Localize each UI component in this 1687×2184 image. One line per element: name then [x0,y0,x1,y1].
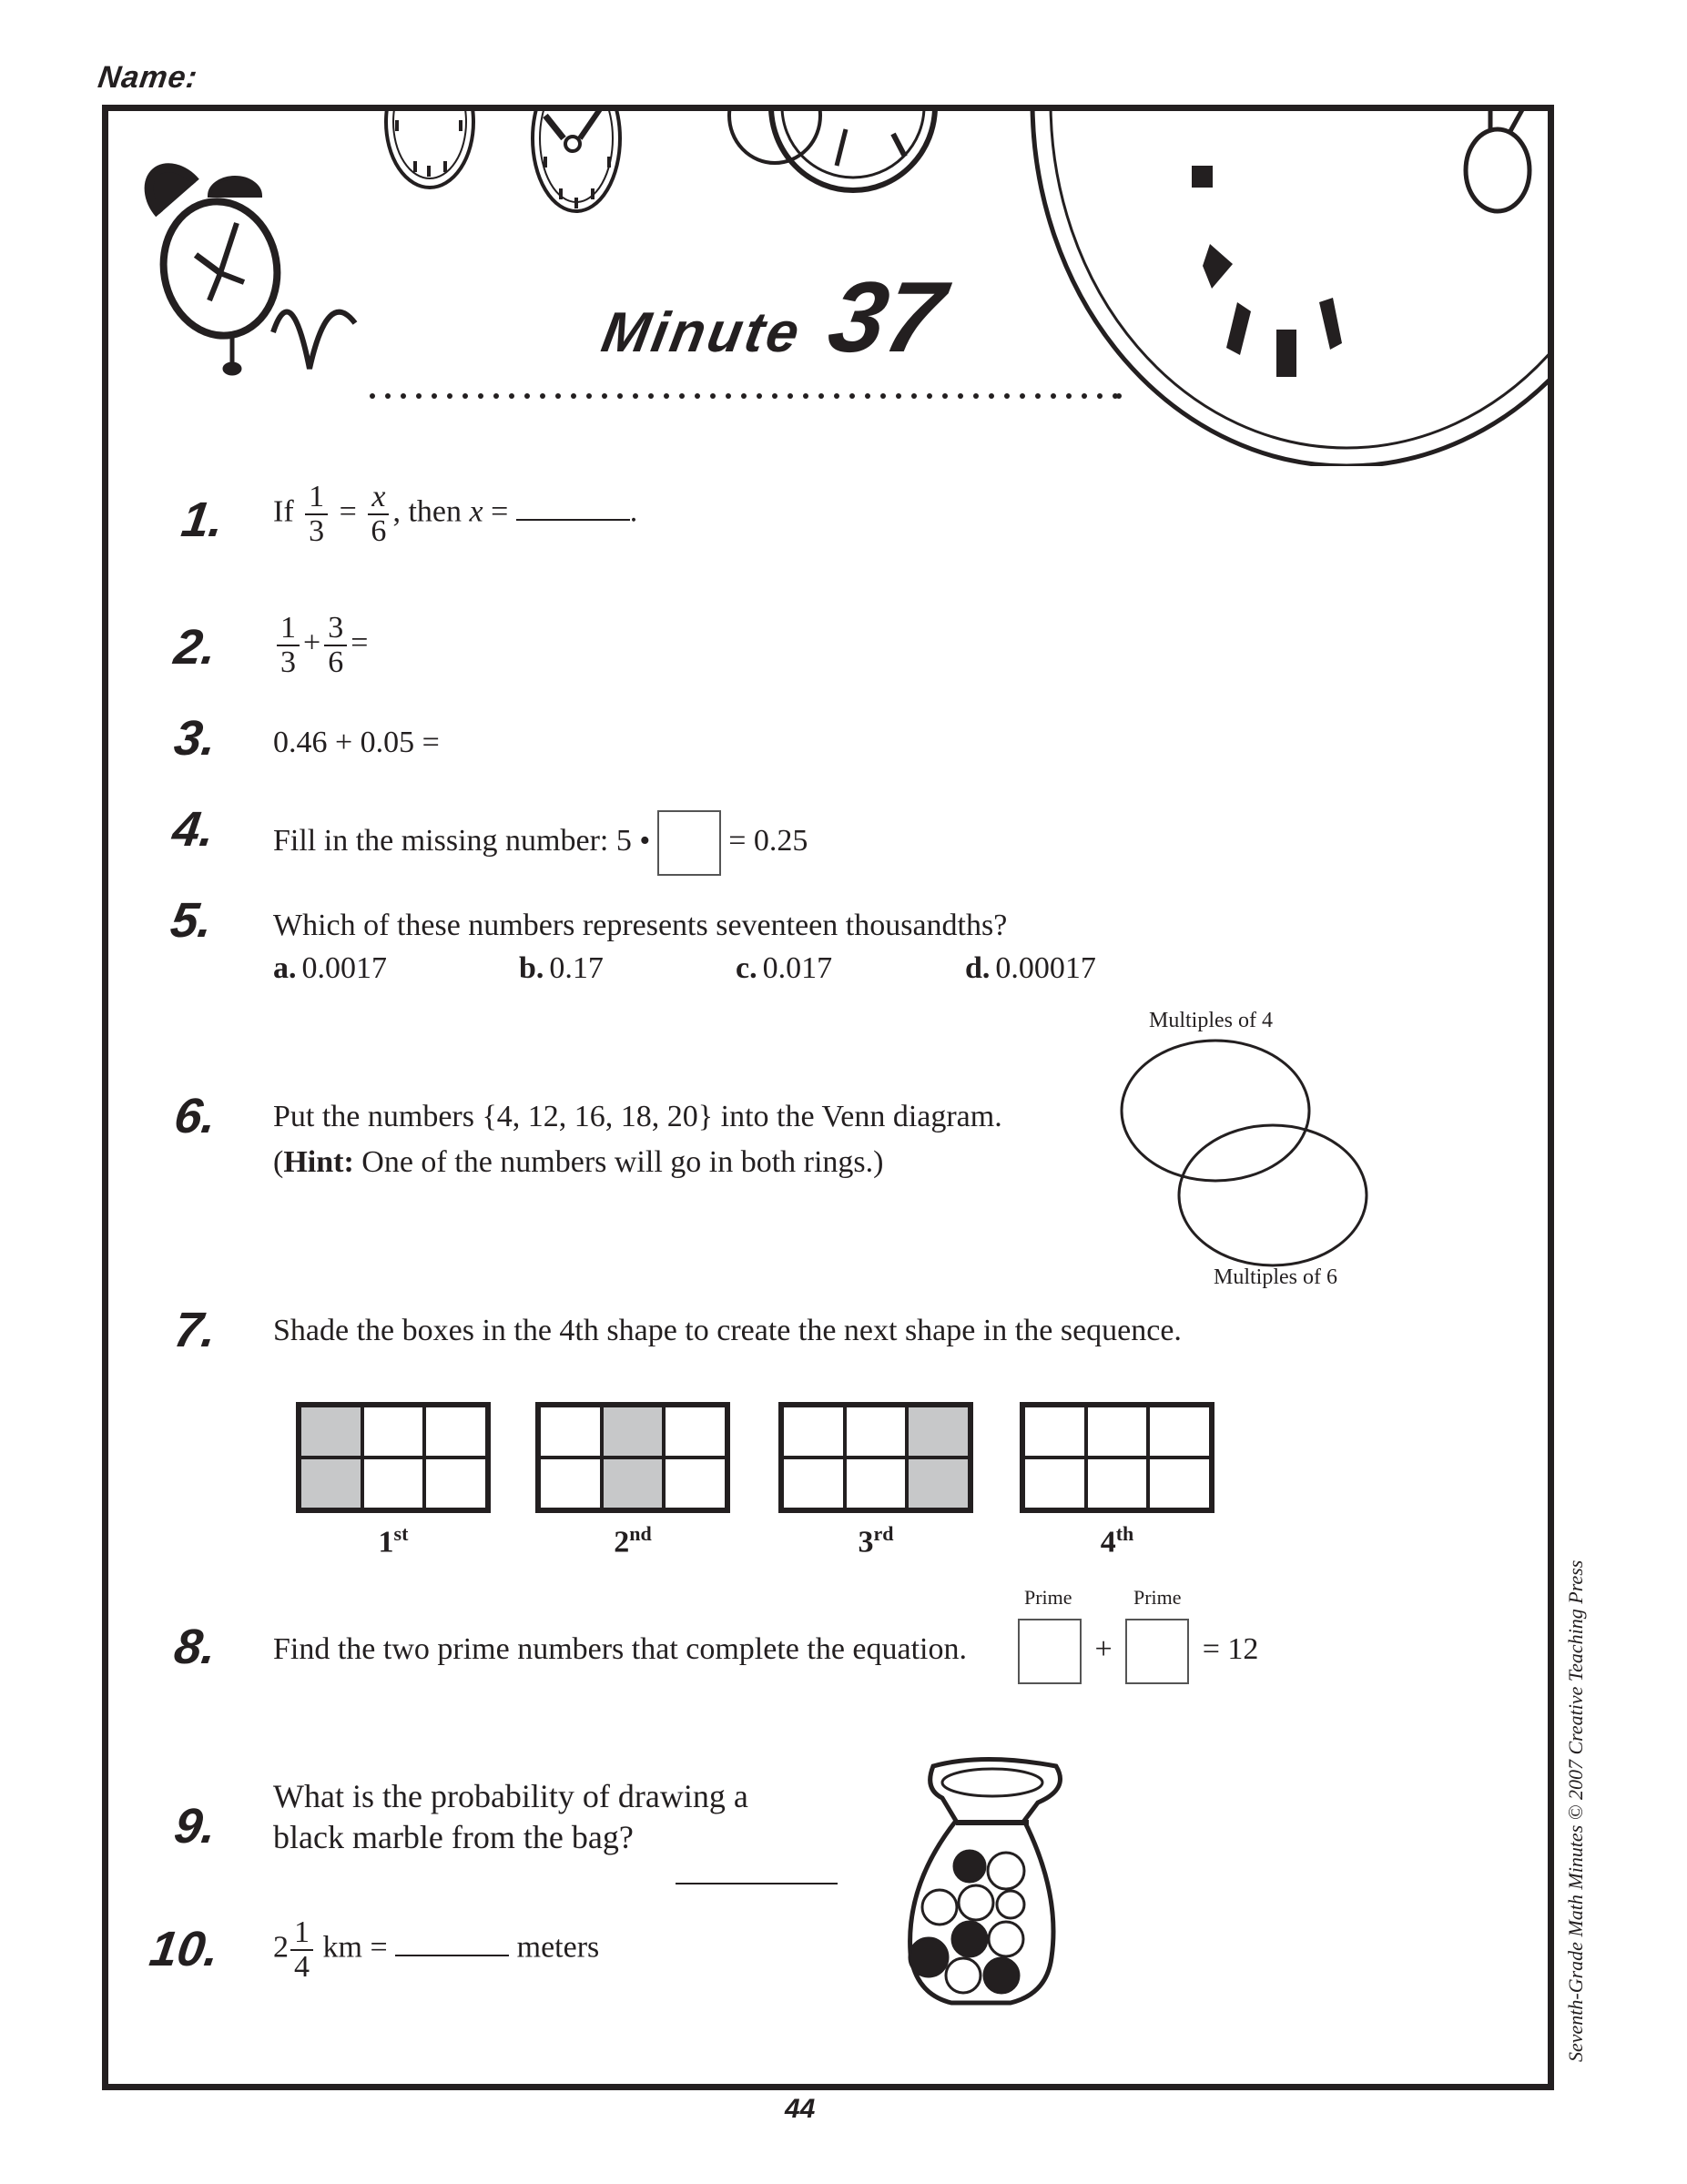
fraction: $\frac{x}{6}$ [368,481,389,547]
answer-blank-10[interactable] [395,1955,509,1956]
prime-equation: + = 12 [1018,1619,1258,1684]
question-10-number: 10. [146,1922,223,1976]
name-label: Name: [96,60,200,95]
question-4-number: 4. [168,802,218,857]
question-8: Find the two prime numbers that complete the equation. [273,1632,967,1666]
question-9-line-2: black marble from the bag? [273,1819,634,1855]
title-word: Minute [596,301,807,364]
choice-a[interactable]: a. 0.0017 [273,951,387,985]
fraction: $\frac{3}{6}$ [324,612,347,678]
question-10: 2 $\frac{1}{4}$ km = meters [273,1915,600,1984]
page-title [595,259,953,375]
answer-blank-9[interactable] [676,1883,838,1884]
question-1-number: 1. [178,493,228,547]
shape-label-1st: 1st [378,1522,409,1559]
fraction: $\frac{1}{3}$ [277,612,300,678]
missing-number-box[interactable] [657,810,721,876]
venn-diagram[interactable] [1120,1038,1384,1275]
question-2-number: 2. [170,620,220,675]
venn-label-multiples-of-6: Multiples of 6 [1214,1265,1337,1289]
sequence-shape-2 [535,1402,730,1559]
shade-cell[interactable] [1023,1406,1086,1458]
question-9-line-1: What is the probability of drawing a [273,1778,748,1814]
question-2: $\frac{1}{3}$ + $\frac{3}{6}$ = [273,612,368,678]
choice-d[interactable]: d. 0.00017 [965,951,1096,985]
sequence-shape-4[interactable] [1020,1402,1214,1559]
prime-label-1: Prime [1024,1586,1072,1609]
question-1: If $\frac{1}{3}$ = $\frac{x}{6}$ , then x = . [273,480,638,548]
fraction: $\frac{1}{3}$ [305,481,328,547]
choice-c[interactable]: c. 0.017 [736,951,833,985]
question-8-number: 8. [170,1620,220,1674]
prime-box-1[interactable] [1018,1619,1082,1684]
question-6-hint: (Hint: One of the numbers will go in both rings.) [273,1145,884,1179]
choice-b[interactable]: b. 0.17 [519,951,604,985]
fraction: $\frac{1}{4}$ [290,1916,313,1983]
title-number: 37 [820,261,952,373]
sequence-shape-3 [778,1402,973,1559]
question-7: Shade the boxes in the 4th shape to create the next shape in the sequence. [273,1314,1182,1347]
shape-label-4th: 4th [1100,1522,1134,1559]
shade-cell[interactable] [1148,1406,1211,1458]
prime-box-2[interactable] [1125,1619,1189,1684]
shape-label-2nd: 2nd [614,1522,652,1559]
sequence-shape-1 [296,1402,491,1559]
question-4: Fill in the missing number: 5 • = 0.25 [273,810,808,876]
page-number: 44 [785,2094,816,2124]
question-3: 0.46 + 0.05 = [273,726,440,759]
question-6-number: 6. [170,1089,220,1143]
prime-label-2: Prime [1133,1586,1182,1609]
alarm-clock-icon [137,159,410,432]
shade-cell[interactable] [1148,1458,1211,1509]
question-6: Put the numbers {4, 12, 16, 18, 20} into the Venn diagram. [273,1100,1002,1133]
shade-cell[interactable] [1023,1458,1086,1509]
question-7-number: 7. [170,1303,220,1357]
shade-cell[interactable] [1086,1458,1149,1509]
marble-bag-icon [874,1748,1092,2021]
shape-label-3rd: 3rd [858,1522,894,1559]
shade-cell[interactable] [1086,1406,1149,1458]
question-5: Which of these numbers represents seventeen thousandths? [273,909,1008,942]
copyright-notice: Seventh-Grade Math Minutes © 2007 Creative Teaching Press [1564,1559,1587,2062]
answer-blank-1[interactable] [516,519,630,521]
question-5-choices [273,951,1211,986]
question-9-number: 9. [170,1799,220,1854]
question-3-number: 3. [170,711,220,766]
venn-label-multiples-of-4: Multiples of 4 [1149,1009,1273,1032]
question-5-number: 5. [167,893,217,948]
